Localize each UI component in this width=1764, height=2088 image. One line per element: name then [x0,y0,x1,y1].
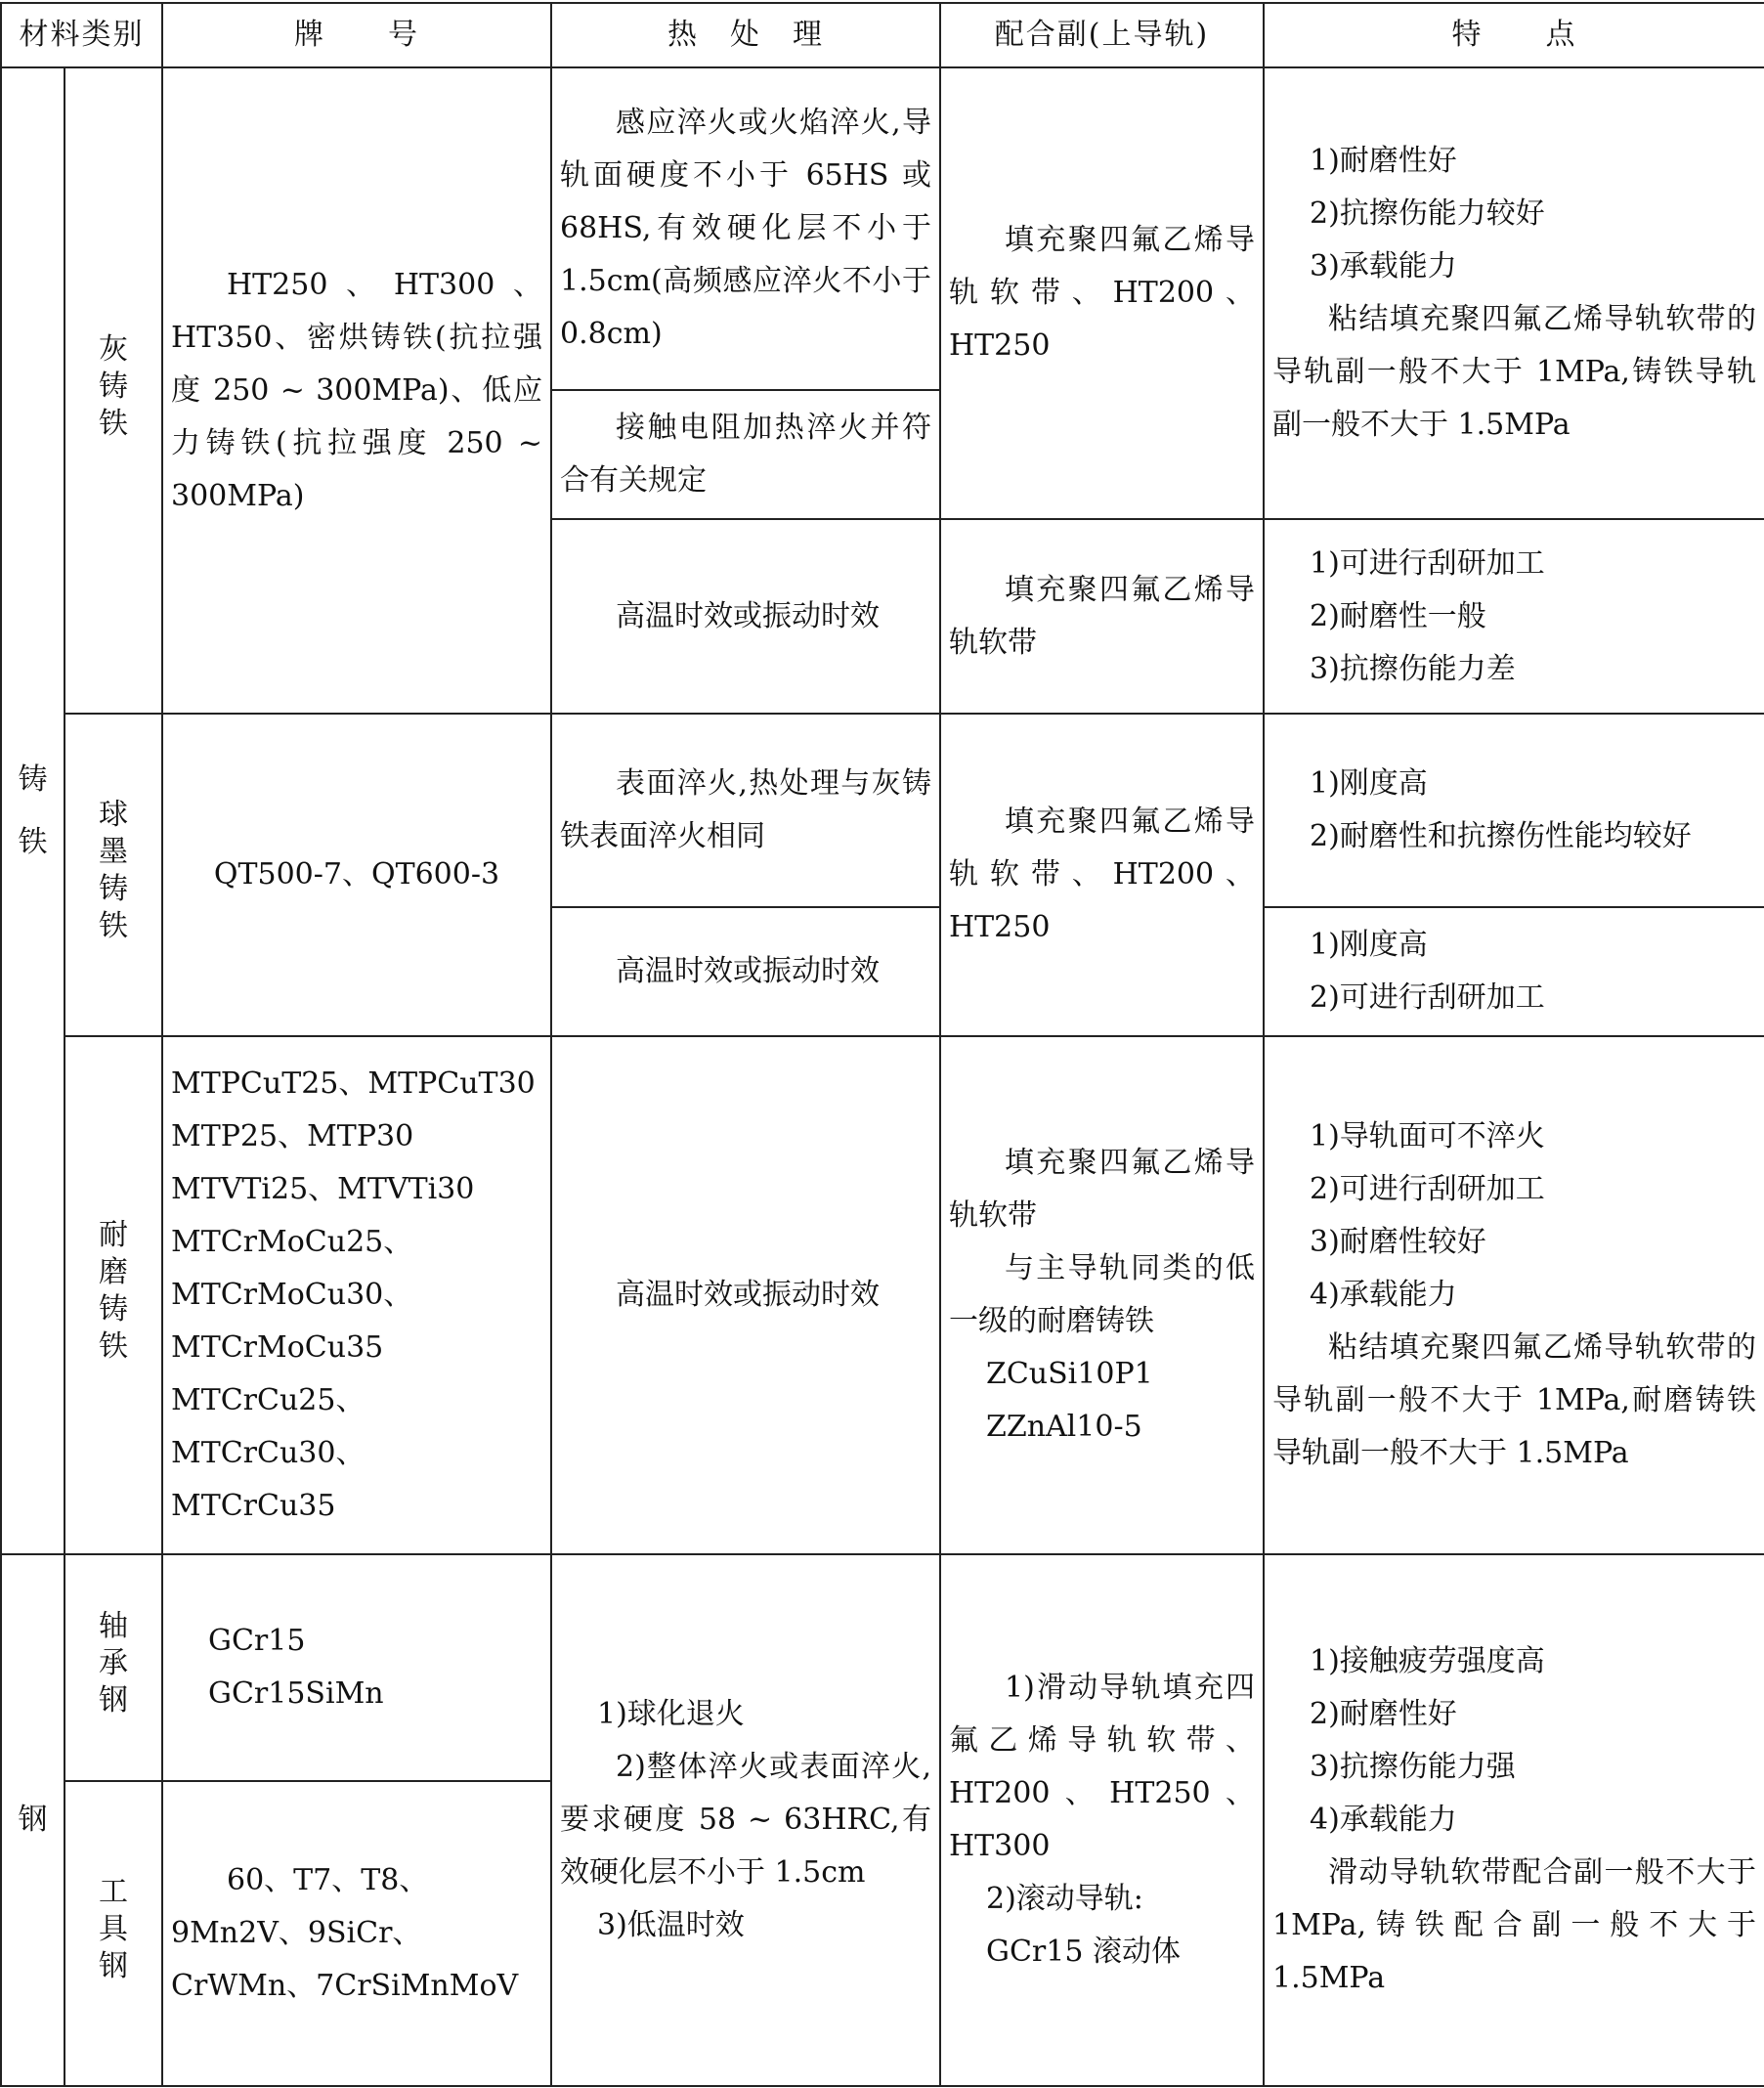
subtype-wear-resistant-iron: 耐磨铸铁 [65,1036,162,1554]
wear-pair: 填充聚四氟乙烯导轨软带 与主导轨同类的低一级的耐磨铸铁 ZCuSi10P1 ZZnAl10-5 [940,1036,1264,1554]
table-row [1,67,1764,390]
gray-pair-2: 填充聚四氟乙烯导轨软带 [940,519,1264,714]
tool-grade-cell: 60、T7、T8、9Mn2V、9SiCr、CrWMn、7CrSiMnMoV [162,1781,551,2086]
group-label: 铸铁 [18,761,48,859]
steel-heat: 1)球化退火 2)整体淬火或表面淬火,要求硬度 58 ~ 63HRC,有效硬化层不小于 1.5cm 3)低温时效 [551,1554,940,2086]
gray-features-2: 1)可进行刮研加工 2)耐磨性一般 3)抗擦伤能力差 [1264,519,1764,714]
ductile-pair: 填充聚四氟乙烯导轨软带、HT200、HT250 [940,714,1264,1036]
ductile-heat-1: 表面淬火,热处理与灰铸铁表面淬火相同 [551,714,940,907]
gray-pair-1: 填充聚四氟乙烯导轨软带、HT200、HT250 [940,67,1264,519]
header-grade: 牌 号 [162,3,551,67]
header-category: 材料类别 [1,3,162,67]
group-cast-iron [1,67,65,1554]
wear-heat: 高温时效或振动时效 [551,1036,940,1554]
steel-features: 1)接触疲劳强度高 2)耐磨性好 3)抗擦伤能力强 4)承载能力 滑动导轨软带配合副一般不大于 1MPa,铸铁配合副一般不大于 1.5MPa [1264,1554,1764,2086]
header-row [1,3,1764,67]
group-steel: 钢 [1,1554,65,2086]
subtype-gray-cast-iron: 灰铸铁 [65,67,162,714]
header-heat-treatment: 热 处 理 [551,3,940,67]
wear-features: 1)导轨面可不淬火 2)可进行刮研加工 3)耐磨性较好 4)承载能力 粘结填充聚四氟乙烯导轨软带的导轨副一般不大于 1MPa,耐磨铸铁导轨副一般不大于 1.5MPa [1264,1036,1764,1554]
header-mating-pair: 配合副(上导轨) [940,3,1264,67]
gray-heat-1: 感应淬火或火焰淬火,导轨面硬度不小于 65HS 或 68HS,有效硬化层不小于 1.5cm(高频感应淬火不小于 0.8cm) [551,67,940,390]
subtype-ductile-iron: 球墨铸铁 [65,714,162,1036]
gray-heat-2: 接触电阻加热淬火并符合有关规定 [551,390,940,519]
ductile-heat-2: 高温时效或振动时效 [551,907,940,1036]
table-row [1,714,1764,907]
header-features: 特 点 [1264,3,1764,67]
subtype-tool-steel: 工具钢 [65,1781,162,2086]
table-row [1,1554,1764,1781]
gray-grade-cell: HT250、HT300、HT350、密烘铸铁(抗拉强度 250 ~ 300MPa)、低应力铸铁(抗拉强度 250 ~ 300MPa) [162,67,551,714]
ductile-grade-cell: QT500-7、QT600-3 [162,714,551,1036]
steel-pair: 1)滑动导轨填充四氟乙烯导轨软带、HT200、HT250、HT300 2)滚动导轨: GCr15 滚动体 [940,1554,1264,2086]
table-row [1,1036,1764,1554]
subtype-bearing-steel: 轴承钢 [65,1554,162,1781]
ductile-features-2: 1)刚度高 2)可进行刮研加工 [1264,907,1764,1036]
wear-grade-cell: MTPCuT25、MTPCuT30 MTP25、MTP30 MTVTi25、MTVTi30 MTCrMoCu25、 MTCrMoCu30、 MTCrMoCu35 MTCrCu25、MTCrCu30、 MTCrCu35 [162,1036,551,1554]
guide-rail-material-table [0,2,1764,2087]
bearing-grade-cell: GCr15 GCr15SiMn [162,1554,551,1781]
ductile-features-1: 1)刚度高 2)耐磨性和抗擦伤性能均较好 [1264,714,1764,907]
gray-heat-3: 高温时效或振动时效 [551,519,940,714]
gray-features-1: 1)耐磨性好 2)抗擦伤能力较好 3)承载能力 粘结填充聚四氟乙烯导轨软带的导轨副一般不大于 1MPa,铸铁导轨副一般不大于 1.5MPa [1264,67,1764,519]
